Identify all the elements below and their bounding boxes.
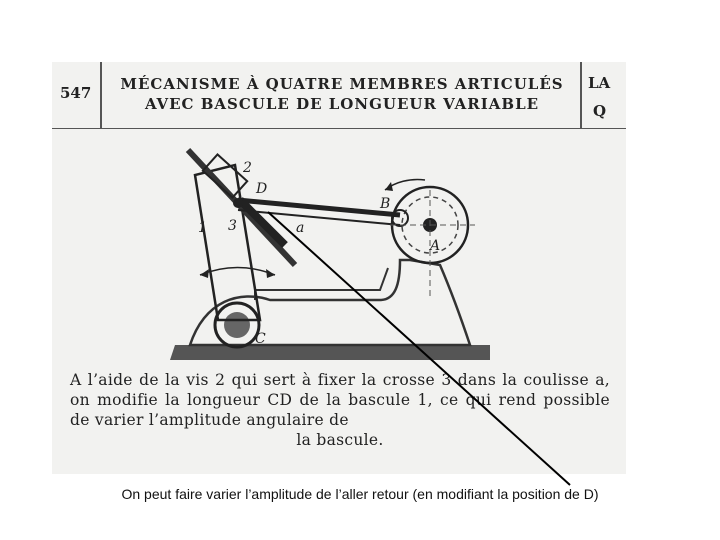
label-a-small: a xyxy=(296,220,305,236)
plate-caption-text: A l’aide de la vis 2 qui sert à fixer la crosse 3 dans la coulisse a, on modifie la longueur CD de la bascule 1, ce qui rend possible de varier l’amplitude angulaire de xyxy=(70,371,610,429)
plate-caption-last-line: la bascule. xyxy=(296,431,384,449)
label-a-big: A xyxy=(430,238,441,254)
pivot-d xyxy=(233,198,243,208)
label-b: B xyxy=(380,196,391,212)
annotation-caption: On peut faire varier l’amplitude de l’aller retour (en modifiant la position de D) xyxy=(121,486,599,502)
plate-code-1: LA xyxy=(588,74,611,92)
title-line-1: MÉCANISME À QUATRE MEMBRES ARTICULÉS xyxy=(120,75,564,93)
label-3: 3 xyxy=(228,218,237,234)
plate-code-2: Q xyxy=(593,102,607,120)
label-c: C xyxy=(255,331,266,347)
title-line-2: AVEC BASCULE DE LONGUEUR VARIABLE xyxy=(144,95,540,113)
label-d: D xyxy=(256,181,268,197)
pivot-b xyxy=(392,210,408,226)
plate-number: 547 xyxy=(60,84,92,102)
label-2: 2 xyxy=(243,160,252,176)
label-1: 1 xyxy=(198,220,207,236)
machine-base xyxy=(170,345,490,360)
slide-rod xyxy=(188,150,295,265)
